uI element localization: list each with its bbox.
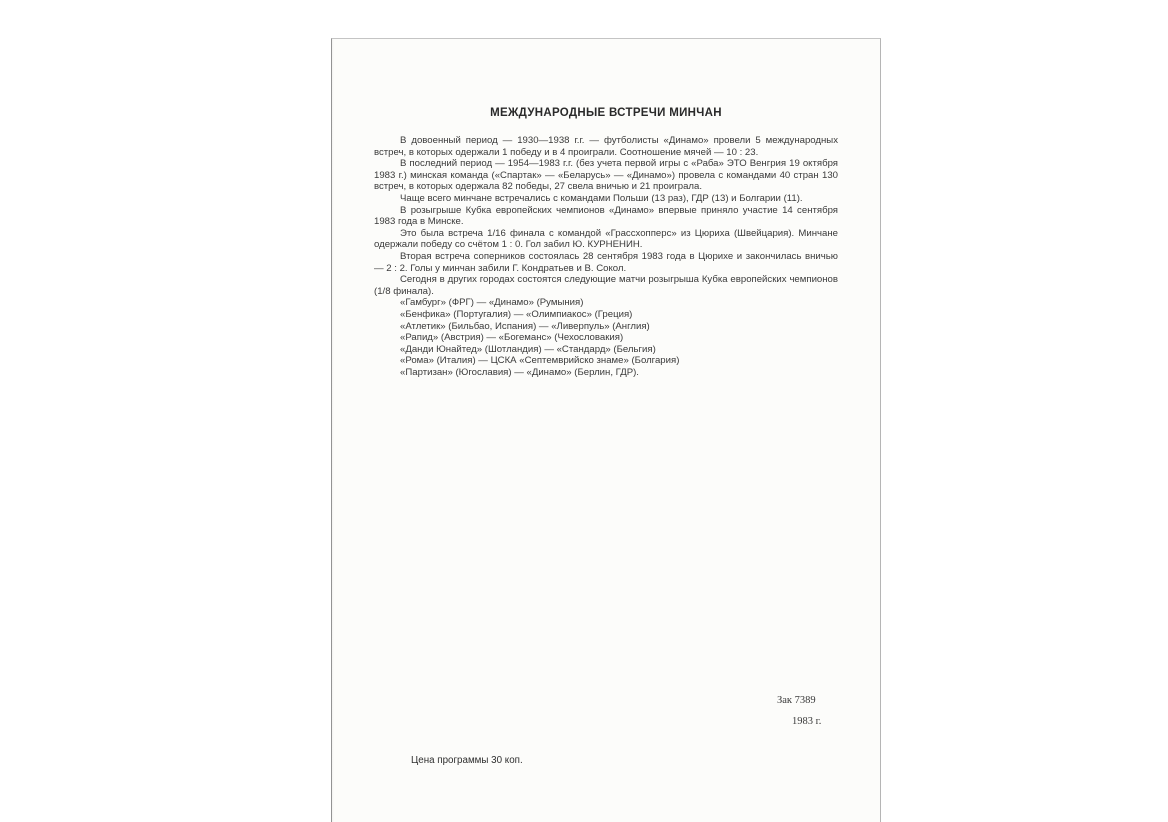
paragraph-prewar: В довоенный период — 1930—1938 г.г. — футболисты «Динамо» провели 5 международных встреч, в которых одержали 1 победу и в 4 проиграли. Соотношение мячей — 10 : 23. (374, 135, 838, 158)
print-year: 1983 г. (792, 716, 822, 727)
program-price: Цена программы 30 коп. (411, 755, 523, 766)
list-item: «Гамбург» (ФРГ) — «Динамо» (Румыния) (400, 297, 584, 309)
page-title: МЕЖДУНАРОДНЫЕ ВСТРЕЧИ МИНЧАН (490, 107, 722, 119)
match-list (374, 297, 838, 378)
list-item: «Рома» (Италия) — ЦСКА «Септемврийско знаме» (Болгария) (400, 355, 680, 367)
paragraph-postwar: В последний период — 1954—1983 г.г. (без учета первой игры с «Раба» ЭТО Венгрия 19 октября 1983 г.) минская команда («Спартак» — «Беларусь» — «Динамо») провела с командами 40 стран 130 встреч, в которых одержала 82 победы, 27 свела вничью и 21 проиграла. (374, 158, 838, 193)
paragraph-first-match: Это была встреча 1/16 финала с командой «Грассхопперс» из Цюриха (Швейцария). Минчане одержали победу со счётом 1 : 0. Гол забил Ю. КУРНЕНИН. (374, 227, 838, 251)
list-item: «Данди Юнайтед» (Шотландия) — «Стандард» (Бельгия) (400, 343, 656, 355)
paragraph-frequent-opponents: Чаще всего минчане встречались с командами Польши (13 раз), ГДР (13) и Болгарии (11). (400, 192, 803, 204)
list-item: «Бенфика» (Португалия) — «Олимпиакос» (Греция) (400, 308, 633, 320)
paragraph-today-matches: Сегодня в других городах состоятся следующие матчи розыгрыша Кубка европейских чемпионов (1/8 финала). (374, 274, 838, 297)
article-body (374, 135, 838, 378)
list-item: «Атлетик» (Бильбао, Испания) — «Ливерпуль» (Англия) (400, 320, 650, 332)
paragraph-european-cup: В розыгрыше Кубка европейских чемпионов «Динамо» впервые приняло участие 14 сентября 1983 года в Минске. (374, 204, 838, 228)
list-item: «Рапид» (Австрия) — «Богеманс» (Чехословакия) (400, 332, 624, 344)
order-number: Зак 7389 (777, 695, 816, 706)
paragraph-second-match: Вторая встреча соперников состоялась 28 сентября 1983 года в Цюрихе и закончилась вничью — 2 : 2. Голы у минчан забили Г. Кондратьев и В. Сокол. (374, 250, 838, 274)
program-page (331, 38, 881, 822)
list-item: «Партизан» (Югославия) — «Динамо» (Берлин, ГДР). (400, 366, 639, 378)
